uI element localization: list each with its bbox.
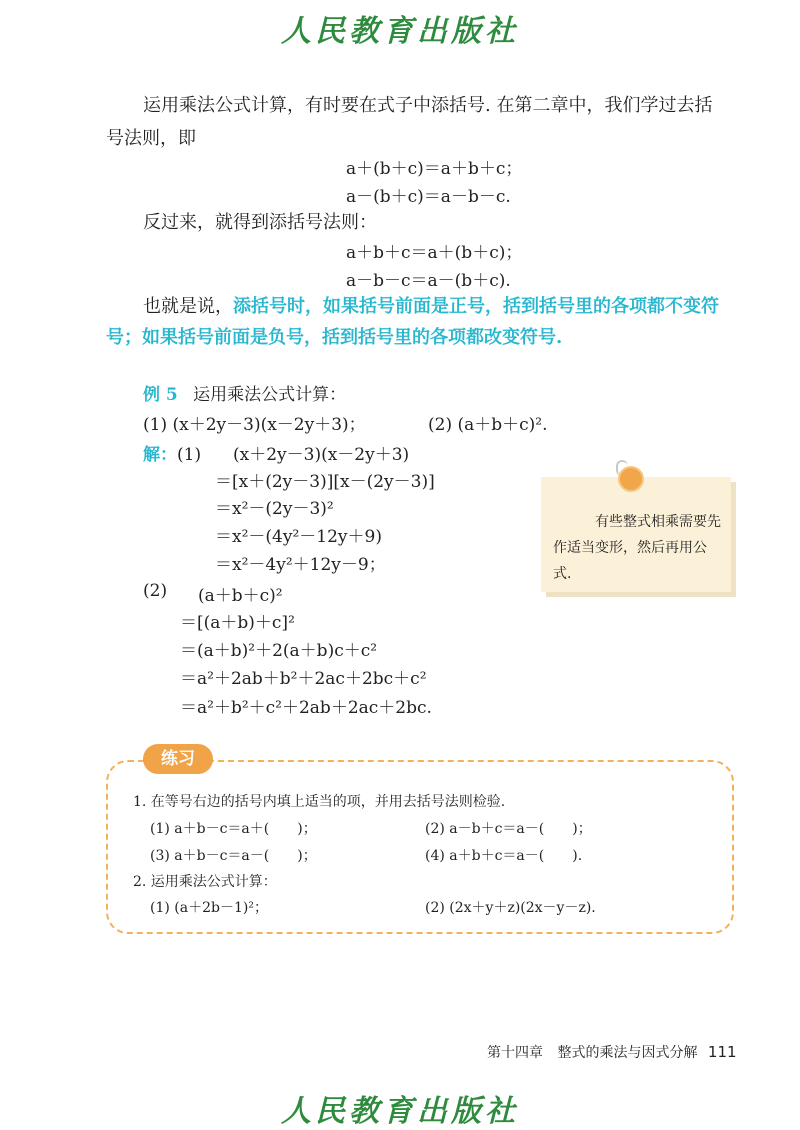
solution-2-step-1: (a＋b＋c)²: [198, 586, 283, 606]
solution-part-1-label: (1): [177, 445, 202, 465]
exercise-1-item-2: (2) a－b＋c＝a－( )；: [425, 821, 592, 837]
rule-remove-plus: a＋(b＋c)＝a＋b＋c；: [346, 159, 523, 179]
solution-label-line: [143, 440, 201, 465]
side-note: [541, 477, 731, 592]
solution-2-step-5: ＝a²＋b²＋c²＋2ab＋2ac＋2bc.: [180, 698, 432, 718]
exercise-2-item-1: (1) (a＋2b－1)²；: [150, 900, 268, 916]
exercise-question-1: 1. 在等号右边的括号内填上适当的项，并用去括号法则检验.: [133, 794, 506, 810]
solution-2-step-4: ＝a²＋2ab＋b²＋2ac＋2bc＋c²: [180, 669, 427, 689]
rule-remove-minus: a－(b＋c)＝a－b－c.: [346, 187, 511, 207]
summary-prefix: 也就是说，: [143, 296, 233, 317]
solution-label: 解：: [143, 445, 177, 465]
summary-highlight-2: 号；如果括号前面是负号，括到括号里的各项都改变符号.: [106, 327, 563, 348]
exercise-1-item-1: (1) a＋b－c＝a＋( )；: [150, 821, 317, 837]
publisher-watermark-top: 人民教育出版社: [281, 14, 519, 49]
example-label: 例 5: [143, 385, 178, 405]
solution-1-step-5: ＝x²－4y²＋12y－9；: [215, 555, 386, 575]
intro-line-2: 号法则，即: [106, 128, 196, 149]
page-footer: [487, 1042, 737, 1062]
solution-1-step-1: (x＋2y－3)(x－2y＋3): [233, 445, 410, 465]
footer-title: 整式的乘法与因式分解: [557, 1045, 698, 1061]
solution-part-2-label: (2): [143, 581, 168, 601]
summary-line-1: [143, 290, 719, 324]
exercise-title: 练习: [143, 744, 213, 774]
rule-add-minus: a－b－c＝a－(b＋c).: [346, 271, 511, 291]
solution-2-step-3: ＝(a＋b)²＋2(a＋b)c＋c²: [180, 641, 378, 661]
side-note-text: 有些整式相乘需要先作适当变形，然后再用公式.: [553, 514, 721, 582]
footer-chapter: 第十四章: [487, 1045, 543, 1061]
example-heading: [143, 380, 346, 405]
solution-1-step-4: ＝x²－(4y²－12y＋9): [215, 527, 382, 547]
solution-2-step-2: ＝[(a＋b)＋c]²: [180, 613, 295, 633]
exercise-1-item-4: (4) a＋b＋c＝a－( ).: [425, 848, 583, 864]
solution-1-step-3: ＝x²－(2y－3)²: [215, 499, 334, 519]
solution-1-step-2: ＝[x＋(2y－3)][x－(2y－3)]: [215, 472, 435, 492]
rule-add-plus: a＋b＋c＝a＋(b＋c)；: [346, 243, 523, 263]
intro-line-1: 运用乘法公式计算，有时要在式子中添括号. 在第二章中，我们学过去括: [143, 95, 713, 116]
example-title: 运用乘法公式计算：: [193, 385, 347, 405]
exercise-1-item-3: (3) a＋b－c＝a－( )；: [150, 848, 317, 864]
page-number: 111: [707, 1043, 737, 1061]
pushpin-icon: [618, 466, 644, 492]
exercise-2-item-2: (2) (2x＋y＋z)(2x－y－z).: [425, 900, 596, 916]
reverse-text: 反过来，就得到添括号法则：: [143, 212, 377, 233]
example-question-1: (1) (x＋2y－3)(x－2y＋3)；: [143, 415, 366, 435]
summary-highlight-1: 添括号时，如果括号前面是正号，括到括号里的各项都不变符: [233, 296, 719, 317]
example-question-2: (2) (a＋b＋c)².: [428, 415, 548, 435]
publisher-watermark-bottom: 人民教育出版社: [281, 1094, 519, 1129]
exercise-question-2: 2. 运用乘法公式计算：: [133, 874, 277, 890]
